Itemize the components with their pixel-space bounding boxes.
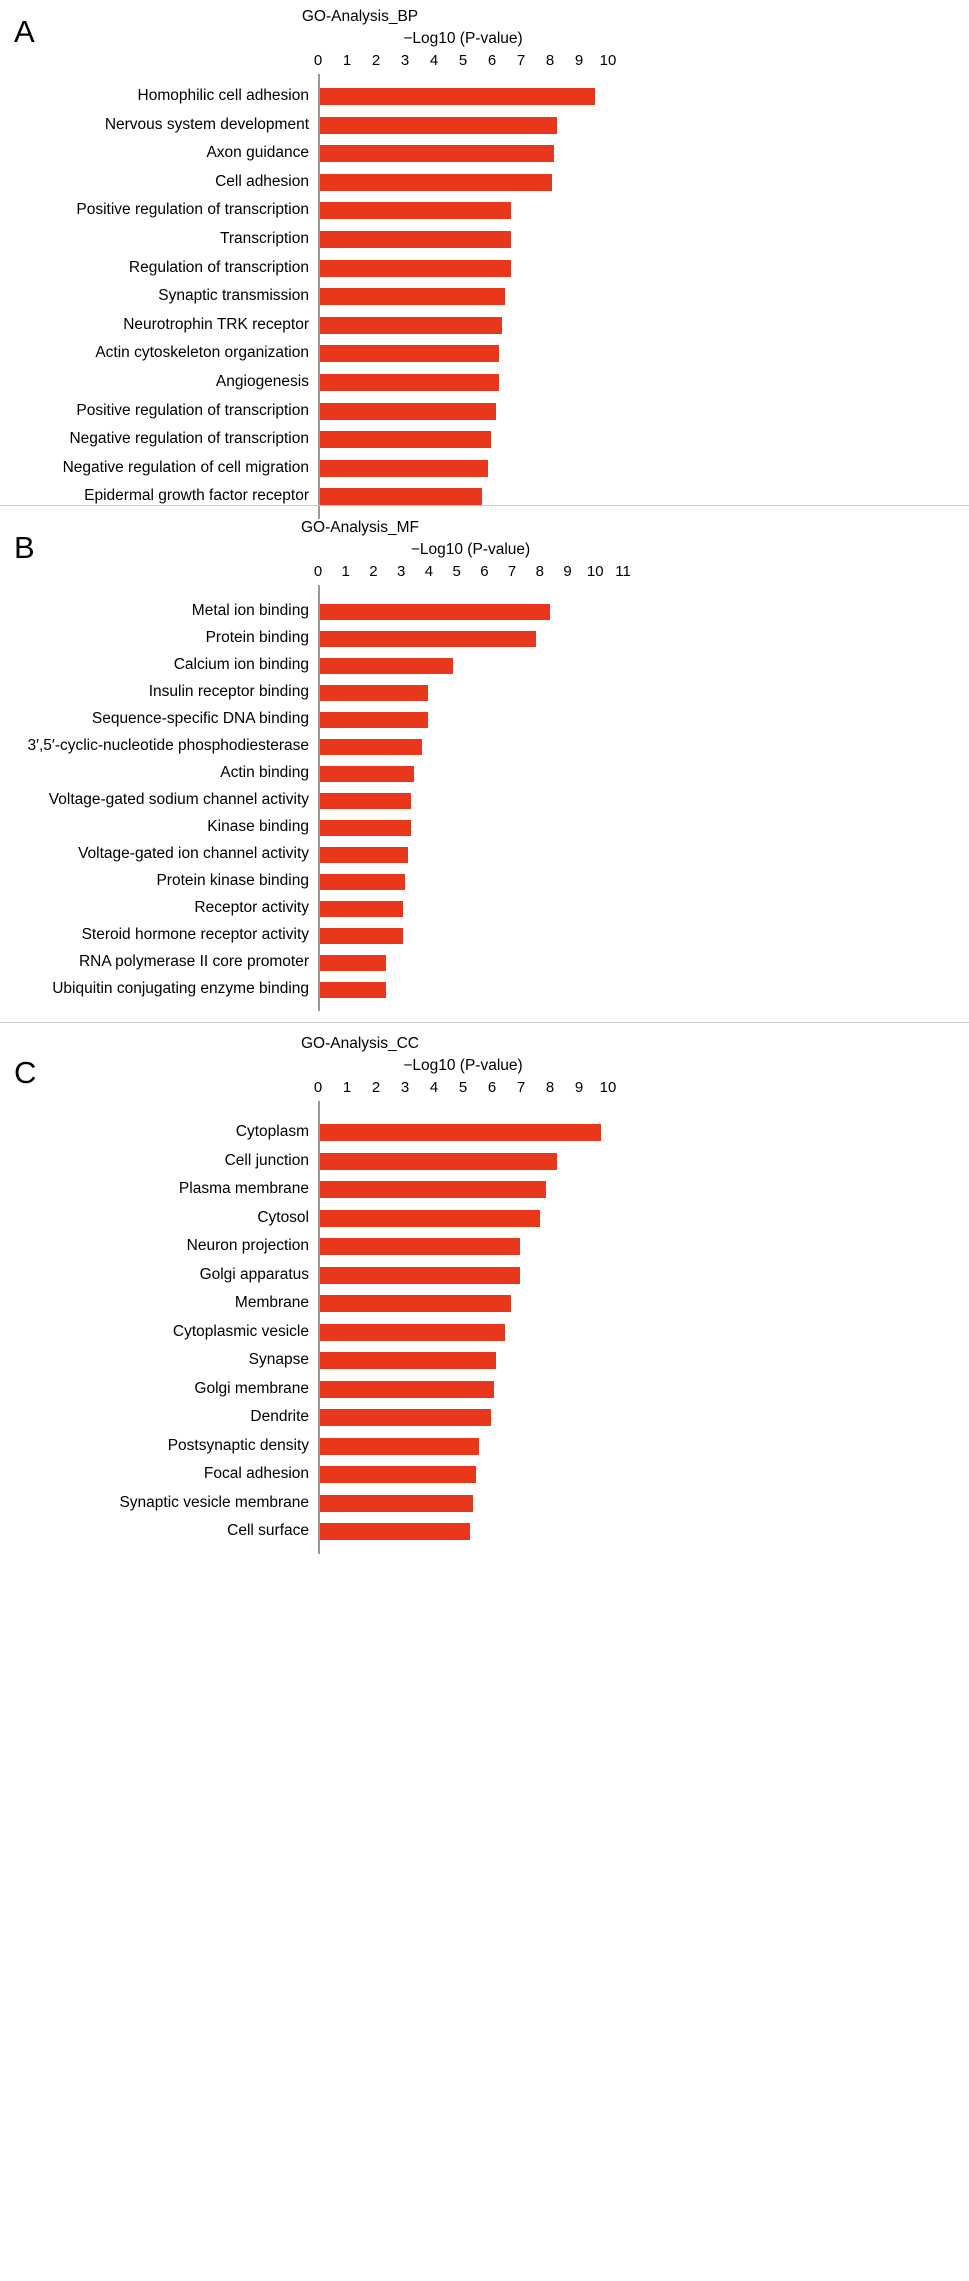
x-tick-label: 6 xyxy=(480,563,489,580)
bar xyxy=(320,955,387,971)
panel-divider xyxy=(0,1022,969,1023)
x-tick-label: 3 xyxy=(397,563,406,580)
category-label: Transcription xyxy=(219,230,309,247)
bar xyxy=(320,1324,506,1341)
category-label: Postsynaptic density xyxy=(167,1436,309,1454)
x-tick-label: 8 xyxy=(535,563,544,580)
bar xyxy=(320,431,491,448)
bar xyxy=(320,403,497,420)
panel-letter: C xyxy=(14,1055,37,1090)
bar xyxy=(320,685,428,701)
x-tick-label: 2 xyxy=(369,563,378,580)
x-tick-label: 1 xyxy=(342,1079,352,1096)
category-label: Calcium ion binding xyxy=(173,656,309,673)
chart-title: GO-Analysis_CC xyxy=(301,1035,419,1052)
x-tick-label: 8 xyxy=(545,52,555,69)
bar xyxy=(320,117,558,134)
category-label: Cytosol xyxy=(257,1208,309,1226)
category-label: Actin binding xyxy=(220,764,309,781)
bar xyxy=(320,901,403,917)
bar xyxy=(320,604,550,620)
category-label: Cytoplasmic vesicle xyxy=(172,1322,309,1340)
bar xyxy=(320,1210,540,1227)
category-label: Positive regulation of transcription xyxy=(76,401,309,419)
category-label: Protein binding xyxy=(205,629,309,646)
category-label: Homophilic cell adhesion xyxy=(137,87,309,104)
chart-title: GO-Analysis_MF xyxy=(301,519,419,536)
bar xyxy=(320,1181,546,1198)
category-label: Steroid hormone receptor activity xyxy=(81,926,309,943)
x-tick-label: 3 xyxy=(400,52,410,69)
category-label: Focal adhesion xyxy=(203,1465,309,1482)
bar xyxy=(320,766,414,782)
category-label: Nervous system development xyxy=(104,115,309,133)
category-label: Synapse xyxy=(248,1351,309,1368)
category-label: RNA polymerase II core promoter xyxy=(78,953,309,970)
category-label: Negative regulation of cell migration xyxy=(62,458,309,476)
category-label: Neuron projection xyxy=(186,1237,309,1254)
bar xyxy=(320,820,412,836)
x-tick-label: 11 xyxy=(615,563,631,580)
category-label: Ubiquitin conjugating enzyme binding xyxy=(52,980,309,997)
x-tick-label: 2 xyxy=(371,52,381,69)
bar xyxy=(320,874,406,890)
bar xyxy=(320,793,412,809)
bar xyxy=(320,847,409,863)
x-tick-label: 10 xyxy=(599,52,617,69)
category-label: Plasma membrane xyxy=(178,1180,309,1197)
category-label: 3′,5′-cyclic-nucleotide phosphodiesterase xyxy=(27,737,309,754)
category-label: Synaptic transmission xyxy=(158,287,309,305)
bar xyxy=(320,460,488,477)
x-tick-label: 4 xyxy=(429,1079,439,1096)
bar xyxy=(320,1495,474,1512)
bar xyxy=(320,982,387,998)
category-label: Cell surface xyxy=(227,1522,309,1539)
x-axis-ticks xyxy=(0,1079,969,1099)
category-label: Epidermal growth factor receptor xyxy=(84,487,309,505)
bar xyxy=(320,174,552,191)
category-label: Axon guidance xyxy=(206,144,309,162)
category-label: Sequence-specific DNA binding xyxy=(91,710,309,727)
bar xyxy=(320,145,555,162)
x-axis-label: −Log10 (P-value) xyxy=(410,541,531,558)
bar xyxy=(320,1124,601,1141)
bar xyxy=(320,231,511,248)
category-label: Cell adhesion xyxy=(215,172,309,190)
category-label: Negative regulation of transcription xyxy=(69,430,309,448)
category-label: Receptor activity xyxy=(194,899,309,916)
bar xyxy=(320,288,506,305)
bar xyxy=(320,1267,520,1284)
x-axis-ticks xyxy=(0,52,969,72)
x-tick-label: 0 xyxy=(313,52,323,69)
x-tick-label: 4 xyxy=(429,52,439,69)
category-label: Synaptic vesicle membrane xyxy=(119,1493,309,1511)
bar xyxy=(320,88,596,105)
category-label: Golgi apparatus xyxy=(199,1265,309,1283)
x-tick-label: 4 xyxy=(424,563,434,580)
bar xyxy=(320,1409,491,1426)
x-tick-label: 1 xyxy=(341,563,350,580)
x-tick-label: 0 xyxy=(313,563,323,580)
bar xyxy=(320,1523,471,1540)
bar xyxy=(320,1295,511,1312)
category-label: Positive regulation of transcription xyxy=(76,201,309,219)
category-label: Membrane xyxy=(234,1294,309,1311)
category-label: Voltage-gated sodium channel activity xyxy=(48,791,309,808)
x-axis-ticks xyxy=(0,563,969,583)
bar xyxy=(320,317,503,334)
category-label: Actin cytoskeleton organization xyxy=(95,344,309,362)
bar xyxy=(320,1238,520,1255)
x-tick-label: 5 xyxy=(452,563,461,580)
bar xyxy=(320,345,500,362)
x-axis-label: −Log10 (P-value) xyxy=(403,1057,523,1074)
bar xyxy=(320,1352,497,1369)
x-tick-label: 5 xyxy=(458,1079,468,1096)
panel-letter: B xyxy=(14,530,35,565)
category-label: Dendrite xyxy=(250,1408,309,1425)
category-label: Regulation of transcription xyxy=(128,258,309,276)
category-label: Voltage-gated ion channel activity xyxy=(78,845,309,862)
x-tick-label: 7 xyxy=(516,1079,526,1096)
bar xyxy=(320,1466,477,1483)
bar xyxy=(320,658,453,674)
x-axis-label: −Log10 (P-value) xyxy=(403,30,523,47)
bar xyxy=(320,739,423,755)
category-label: Cell junction xyxy=(224,1151,309,1169)
x-tick-label: 7 xyxy=(516,52,526,69)
x-tick-label: 6 xyxy=(487,1079,497,1096)
bar xyxy=(320,1438,480,1455)
panel-divider xyxy=(0,505,969,506)
category-label: Protein kinase binding xyxy=(156,872,309,889)
bar xyxy=(320,374,500,391)
x-tick-label: 6 xyxy=(487,52,497,69)
x-tick-label: 5 xyxy=(458,52,468,69)
x-tick-label: 9 xyxy=(563,563,572,580)
category-label: Angiogenesis xyxy=(215,373,309,390)
category-label: Neurotrophin TRK receptor xyxy=(123,315,309,333)
category-label: Kinase binding xyxy=(207,818,309,835)
bar xyxy=(320,631,536,647)
category-label: Insulin receptor binding xyxy=(148,683,309,700)
chart-title: GO-Analysis_BP xyxy=(301,8,419,25)
x-tick-label: 10 xyxy=(586,563,604,580)
category-label: Metal ion binding xyxy=(191,602,309,619)
x-tick-label: 2 xyxy=(371,1079,381,1096)
x-tick-label: 10 xyxy=(599,1079,617,1096)
x-tick-label: 3 xyxy=(400,1079,410,1096)
bar xyxy=(320,1381,494,1398)
x-tick-label: 7 xyxy=(507,563,517,580)
bar xyxy=(320,260,511,277)
x-tick-label: 9 xyxy=(574,52,584,69)
bar xyxy=(320,488,482,505)
bar xyxy=(320,928,403,944)
x-tick-label: 8 xyxy=(545,1079,555,1096)
x-tick-label: 0 xyxy=(313,1079,323,1096)
panel-letter: A xyxy=(14,14,35,49)
category-label: Cytoplasm xyxy=(235,1123,309,1140)
bar xyxy=(320,202,511,219)
x-tick-label: 1 xyxy=(342,52,352,69)
category-label: Golgi membrane xyxy=(194,1379,309,1397)
bar xyxy=(320,1153,558,1170)
x-tick-label: 9 xyxy=(574,1079,584,1096)
bar xyxy=(320,712,428,728)
